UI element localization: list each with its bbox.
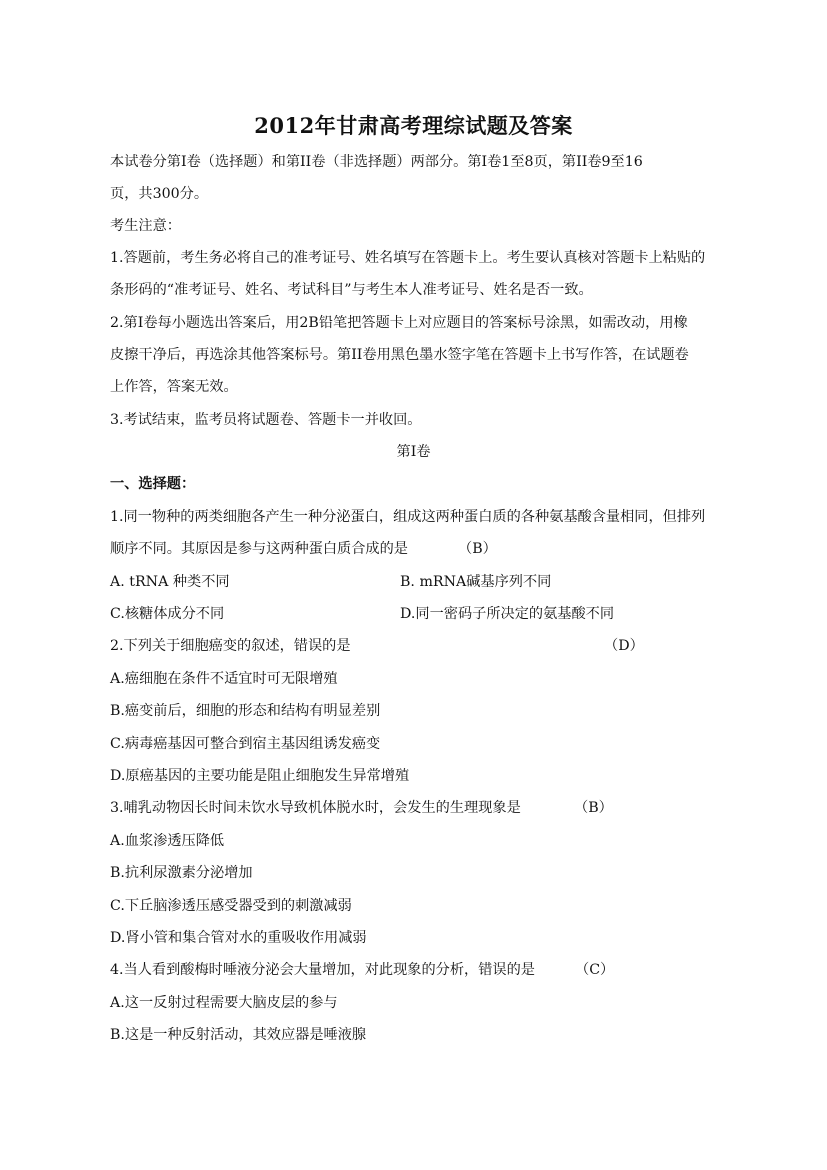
question-1-line-2: 顺序不同。其原因是参与这两种蛋白质合成的是 (110, 541, 408, 557)
intro-line-1: 本试卷分第Ⅰ卷（选择题）和第II卷（非选择题）两部分。第Ⅰ卷1至8页，第II卷9至16 (110, 154, 643, 170)
question-2-option-d: D.原癌基因的主要功能是阻止细胞发生异常增殖 (110, 768, 410, 784)
question-1-option-d: D.同一密码子所决定的氨基酸不同 (400, 606, 615, 622)
question-3-option-a: A.血浆渗透压降低 (110, 833, 225, 849)
document-title: 2012年甘肃高考理综试题及答案 (254, 113, 573, 138)
notice-item-3: 3.考试结束，监考员将试题卷、答题卡一并收回。 (110, 412, 422, 428)
question-3-option-d: D.肾小管和集合管对水的重吸收作用减弱 (110, 930, 367, 946)
question-4-answer: （C） (575, 962, 615, 978)
notice-item-2-line-1: 2.第Ⅰ卷每小题选出答案后，用2B铅笔把答题卡上对应题目的答案标号涂黑，如需改动，用橡 (110, 315, 688, 331)
question-4-option-a: A.这一反射过程需要大脑皮层的参与 (110, 995, 338, 1011)
question-4-option-b: B.这是一种反射活动，其效应器是唾液腺 (110, 1027, 367, 1043)
notice-heading: 考生注意： (110, 218, 181, 234)
question-2-answer: （D） (604, 638, 644, 654)
question-2-option-a: A.癌细胞在条件不适宜时可无限增殖 (110, 671, 338, 687)
notice-item-1-line-1: 1.答题前，考生务必将自己的准考证号、姓名填写在答题卡上。考生要认真核对答题卡上粘贴的 (110, 250, 706, 266)
question-3-option-c: C.下丘脑渗透压感受器受到的刺激减弱 (110, 898, 352, 914)
question-4-stem: 4.当人看到酸梅时唾液分泌会大量增加，对此现象的分析，错误的是 (110, 962, 535, 978)
question-1-answer: （B） (458, 541, 497, 557)
question-2-stem: 2.下列关于细胞癌变的叙述，错误的是 (110, 638, 351, 654)
question-1-option-b: B. mRNA碱基序列不同 (400, 574, 552, 590)
question-3-stem: 3.哺乳动物因长时间未饮水导致机体脱水时，会发生的生理现象是 (110, 800, 521, 816)
question-3-answer: （B） (574, 800, 613, 816)
part-title: 第Ⅰ卷 (396, 444, 431, 460)
question-1-option-a: A. tRNA 种类不同 (110, 574, 230, 590)
question-3-option-b: B.抗利尿激素分泌增加 (110, 865, 253, 881)
section-title: 一、选择题： (110, 476, 196, 492)
notice-item-1-line-2: 条形码的“准考证号、姓名、考试科目”与考生本人准考证号、姓名是否一致。 (110, 282, 593, 298)
notice-item-2-line-3: 上作答，答案无效。 (110, 379, 238, 395)
notice-item-2-line-2: 皮擦干净后，再选涂其他答案标号。第II卷用黑色墨水签字笔在答题卡上书写作答，在试题卷 (110, 347, 689, 363)
intro-line-2: 页，共300分。 (110, 186, 209, 202)
question-1-option-c: C.核糖体成分不同 (110, 606, 225, 622)
question-2-option-c: C.病毒癌基因可整合到宿主基因组诱发癌变 (110, 736, 381, 752)
question-2-option-b: B.癌变前后，细胞的形态和结构有明显差别 (110, 703, 381, 719)
question-1-line-1: 1.同一物种的两类细胞各产生一种分泌蛋白，组成这两种蛋白质的各种氨基酸含量相同，但排列 (110, 509, 706, 525)
